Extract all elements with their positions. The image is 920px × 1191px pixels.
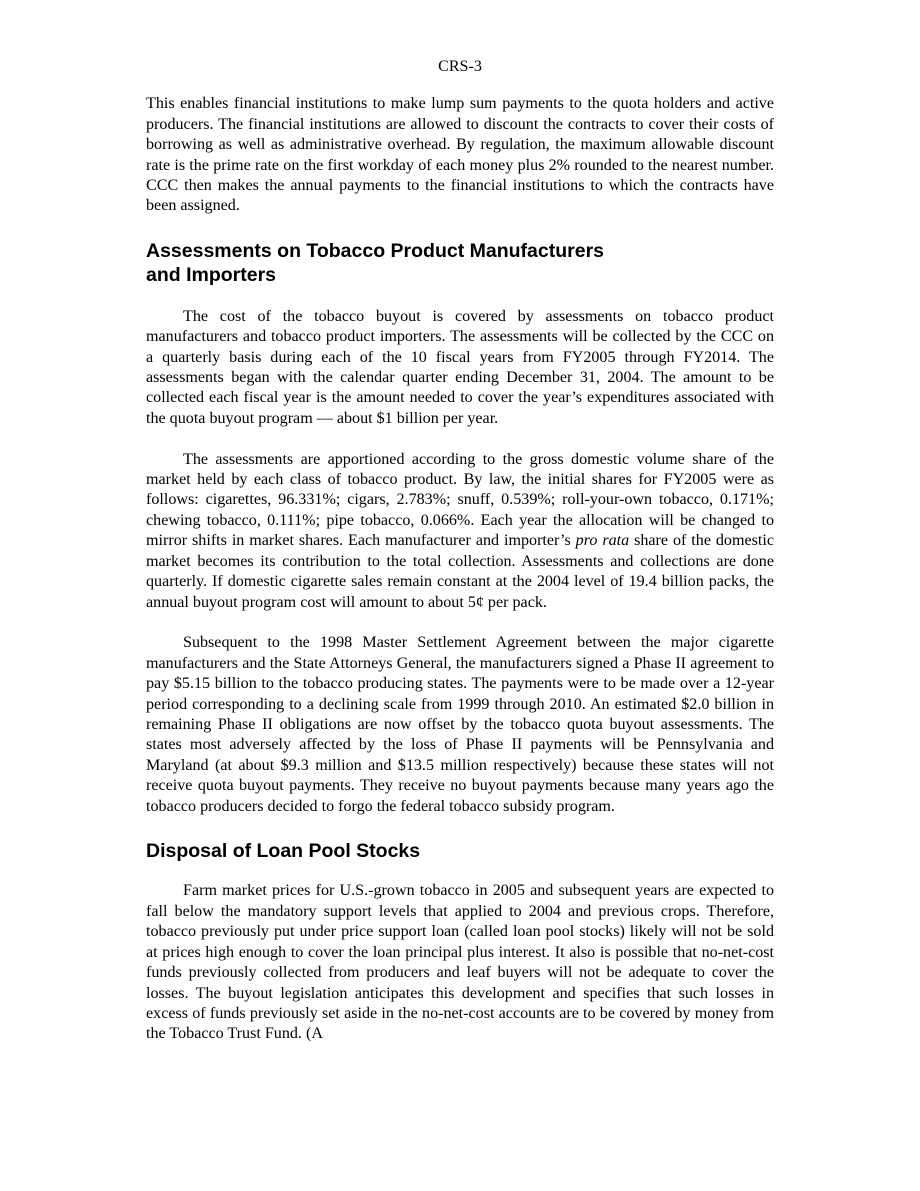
document-page [146,0,774,1045]
paragraph-apportion-text-a: The assessments are apportioned according to the gross domestic volume share of the market held by each class of tobacco product. By law, the initial shares for FY2005 were as follows: cigarettes, 96.331%; cigars, 2.783%; snuff, 0.539%; roll-your-own tobacco, 0.171%; chewing tobacco, 0.111%; pipe tobacco, 0.066%. Each year the allocation will be changed to mirror shifts in market shares. Each manufacturer and importer’s [146,450,774,550]
heading-assessments-line2: and Importers [146,264,277,287]
heading-assessments-line1: Assessments on Tobacco Product Manufacturers [146,239,605,262]
paragraph-disposal: Farm market prices for U.S.-grown tobacco in 2005 and subsequent years are expected to fall below the mandatory support levels that applied to 2004 and previous crops. Therefore, tobacco previously put under price support loan (called loan pool stocks) likely will not be sold at prices high enough to cover the loan principal plus interest. It also is possible that no-net-cost funds previously collected from producers and leaf buyers will not be adequate to cover the losses. The buyout legislation anticipates this development and specifies that such losses in excess of funds previously set aside in the no-net-cost accounts are to be covered by money from the Tobacco Trust Fund. (A [146,882,774,1043]
paragraph-settlement: Subsequent to the 1998 Master Settlement Agreement between the major cigarette manufacturers and the State Attorneys General, the manufacturers signed a Phase II agreement to pay $5.15 billion to the tobacco producing states. The payments were to be made over a 12-year period corresponding to a declining scale from 1999 through 2010. An estimated $2.0 billion in remaining Phase II obligations are now offset by the tobacco quota buyout assessments. The states most adversely affected by the loss of Phase II payments will be Pennsylvania and Maryland (at about $9.3 million and $13.5 million respectively) because these states will not receive quota buyout payments. They receive no buyout payments because many years ago the tobacco producers decided to forgo the federal tobacco subsidy program. [146,634,774,815]
paragraph-gap [146,429,774,449]
paragraph-intro: This enables financial institutions to make lump sum payments to the quota holders and active producers. The financial institutions are allowed to discount the contracts to cover their costs of borrowing as well as administrative overhead. By regulation, the maximum allowable discount rate is the prime rate on the first workday of each money plus 2% rounded to the nearest number. CCC then makes the annual payments to the financial institutions to which the contracts have been assigned. [146,95,774,215]
heading-disposal: Disposal of Loan Pool Stocks [146,839,421,862]
paragraph-cost: The cost of the tobacco buyout is covered by assessments on tobacco product manufacturers and tobacco product importers. The assessments will be collected by the CCC on a quarterly basis during each of the 10 fiscal years from FY2005 through FY2014. The assessments began with the calendar quarter ending December 31, 2004. The amount to be collected each fiscal year is the amount needed to cover the year’s expenditures associated with the quota buyout program — about $1 billion per year. [146,307,774,427]
paragraph-apportion-text-b: share of the domestic market becomes its contribution to the total collection. Assessments and collections are done quarterly. If domestic cigarette sales remain constant at the 2004 level of 19.4 billion packs, the annual buyout program cost will amount to about 5¢ per pack. [146,532,774,611]
page-number: CRS-3 [438,58,482,75]
pro-rata-italic: pro rata [575,532,630,550]
paragraph-apportion [146,450,774,613]
paragraph-gap [146,613,774,633]
heading-assessments [146,239,774,288]
